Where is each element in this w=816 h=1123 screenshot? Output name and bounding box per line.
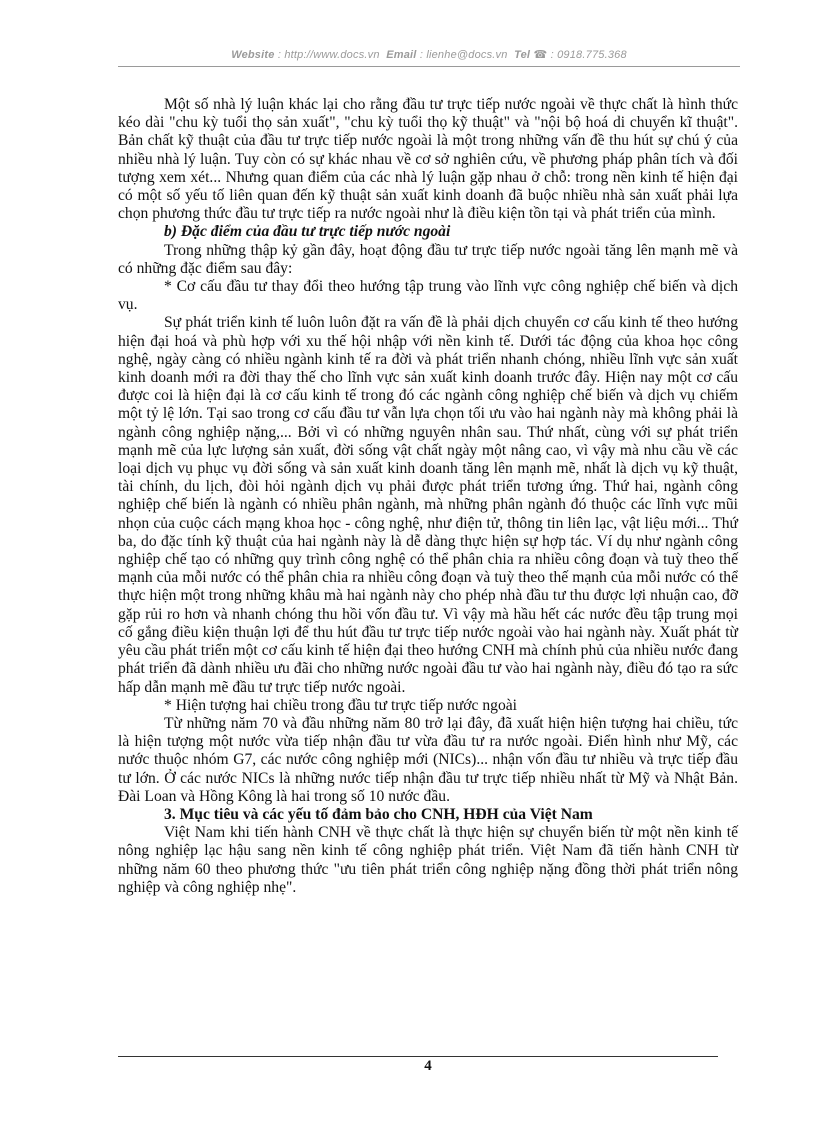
bullet-two-way-phenomenon: * Hiện tượng hai chiều trong đầu tư trực tiếp nước ngoài bbox=[164, 696, 517, 714]
bullet-investment-structure: * Cơ cấu đầu tư thay đổi theo hướng tập trung vào lĩnh vực công nghiệp chế biến và dịch vụ. bbox=[118, 278, 738, 314]
header-divider bbox=[118, 66, 740, 67]
paragraph-structure-shift: Sự phát triển kinh tế luôn luôn đặt ra vấn đề là phải dịch chuyển cơ cấu kinh tế theo hướng hiện đại hoá và phù hợp với xu thế hội nhập với nền kinh tế. Dưới tác động của khoa học công nghệ, ngày càng có nhiều ngành kinh tế ra đời và phát triển nhanh chóng, nhiều lĩnh vực sản xuất kinh doanh mới ra đời thay thế cho lĩnh vực sản xuất kinh doanh trước đây. Hiện nay một cơ cấu được coi là hiện đại là cơ cấu kinh tế trong đó các ngành công nghiệp chế biến và dịch vụ chiếm một tỷ lệ lớn. Tại sao trong cơ cấu đầu tư vẫn lựa chọn tối ưu vào hai ngành này mà không phải là ngành công nghiệp nặng,... Bởi vì có những nguyên nhân sau. Thứ nhất, cùng với sự phát triển mạnh mẽ của lực lượng sản xuất, đời sống vật chất ngày một nâng cao, vì vậy mà nhu cầu về các loại dịch vụ phục vụ đời sống và sản xuất kinh doanh tăng lên mạnh mẽ, nhất là dịch vụ kỹ thuật, tài chính, du lịch, đòi hỏi ngành dịch vụ phải được phát triển tương ứng. Thứ hai, ngành công nghiệp chế biến là ngành có nhiều phân ngành, mà những phân ngành đó thuộc các lĩnh vực mũi nhọn của cuộc cách mạng khoa học - công nghệ, như điện tử, thông tin liên lạc, vật liệu mới... Thứ ba, do đặc tính kỹ thuật của hai ngành này là dễ dàng thực hiện sự hợp tác. Ví dụ như ngành công nghiệp chế tạo có những quy trình công nghệ có thể phân chia ra nhiều công đoạn và tuỳ theo thế mạnh của mỗi nước có thể phân chia ra nhiều công đoạn và tuỳ theo thế mạnh của mỗi nước có thể thực hiện một trong những khâu mà hai ngành này cho phép nhà đầu tư thu được lợi nhuận cao, đỡ gặp rủi ro hơn và nhanh chóng thu hồi vốn đầu tư. Vì vậy mà hầu hết các nước đều tập trung mọi cố gắng điều kiện thuận lợi để thu hút đầu tư trực tiếp nước ngoài vào hai ngành này. Xuất phát từ yêu cầu phát triển một cơ cấu kinh tế hiện đại theo hướng CNH mà chính phủ của nhiều nước đang phát triển đã dành nhiều ưu đãi cho những nước ngoài đầu tư vào hai ngành này, điều đó tạo ra sức hấp dẫn mạnh mẽ đầu tư trực tiếp nước ngoài. bbox=[118, 314, 738, 696]
email-value: : lienhe@docs.vn bbox=[419, 49, 508, 61]
tel-value: ☎ : 0918.775.368 bbox=[533, 49, 627, 61]
paragraph-two-way: Từ những năm 70 và đầu những năm 80 trở lại đây, đã xuất hiện hiện tượng hai chiều, tức là hiện tượng một nước vừa tiếp nhận đầu tư vừa đầu tư ra nước ngoài. Điển hình như Mỹ, các nước thuộc nhóm G7, các nước công nghiệp mới (NICs)... nhận vốn đầu tư nhiều và trực tiếp đầu tư lớn. Ở các nước NICs là những nước tiếp nhận đầu tư trực tiếp nhiều nhất từ Mỹ và Nhật Bản. Đài Loan và Hồng Kông là hai trong số 10 nước đầu. bbox=[118, 714, 738, 805]
page-content bbox=[118, 96, 738, 897]
page-header bbox=[118, 48, 740, 61]
footer-divider bbox=[118, 1056, 718, 1057]
section-heading-3: 3. Mục tiêu và các yếu tố đảm bảo cho CNH, HĐH của Việt Nam bbox=[164, 805, 593, 823]
paragraph-intro-characteristics: Trong những thập kỷ gần đây, hoạt động đầu tư trực tiếp nước ngoài tăng lên mạnh mẽ và có những đặc điểm sau đây: bbox=[118, 241, 738, 277]
page-number: 4 bbox=[424, 1058, 432, 1074]
email-label: Email bbox=[386, 49, 417, 61]
website-label: Website bbox=[231, 49, 275, 61]
website-value: : http://www.docs.vn bbox=[277, 49, 380, 61]
section-heading-b: b) Đặc điểm của đầu tư trực tiếp nước ngoài bbox=[164, 223, 451, 241]
paragraph-theory: Một số nhà lý luận khác lại cho rằng đầu tư trực tiếp nước ngoài về thực chất là hình thức kéo dài "chu kỳ tuổi thọ sản xuất", "chu kỳ tuổi thọ kỹ thuật" và "nội bộ hoá di chuyển kĩ thuật". Bản chất kỹ thuật của đầu tư trực tiếp nước ngoài là một trong những vấn đề thu hút sự chú ý của nhiều nhà lý luận. Tuy còn có sự khác nhau về cơ sở nghiên cứu, về phương pháp phân tích và đối tượng xem xét... Nhưng quan điểm của các nhà lý luận gặp nhau ở chỗ: trong nền kinh tế hiện đại có một số yếu tố liên quan đến kỹ thuật sản xuất kinh doanh đã buộc nhiều nhà sản xuất phải lựa chọn phương thức đầu tư trực tiếp ra nước ngoài như là điều kiện tồn tại và phát triển của mình. bbox=[118, 96, 738, 223]
tel-label: Tel bbox=[514, 49, 531, 61]
paragraph-vietnam-cnh: Việt Nam khi tiến hành CNH về thực chất là thực hiện sự chuyển biến từ một nền kinh tế nông nghiệp lạc hậu sang nền kinh tế công nghiệp phát triển. Việt Nam đã tiến hành CNH từ những năm 60 theo phương thức "ưu tiên phát triển công nghiệp nặng đồng thời phát triển nông nghiệp và công nghiệp nhẹ". bbox=[118, 824, 738, 896]
